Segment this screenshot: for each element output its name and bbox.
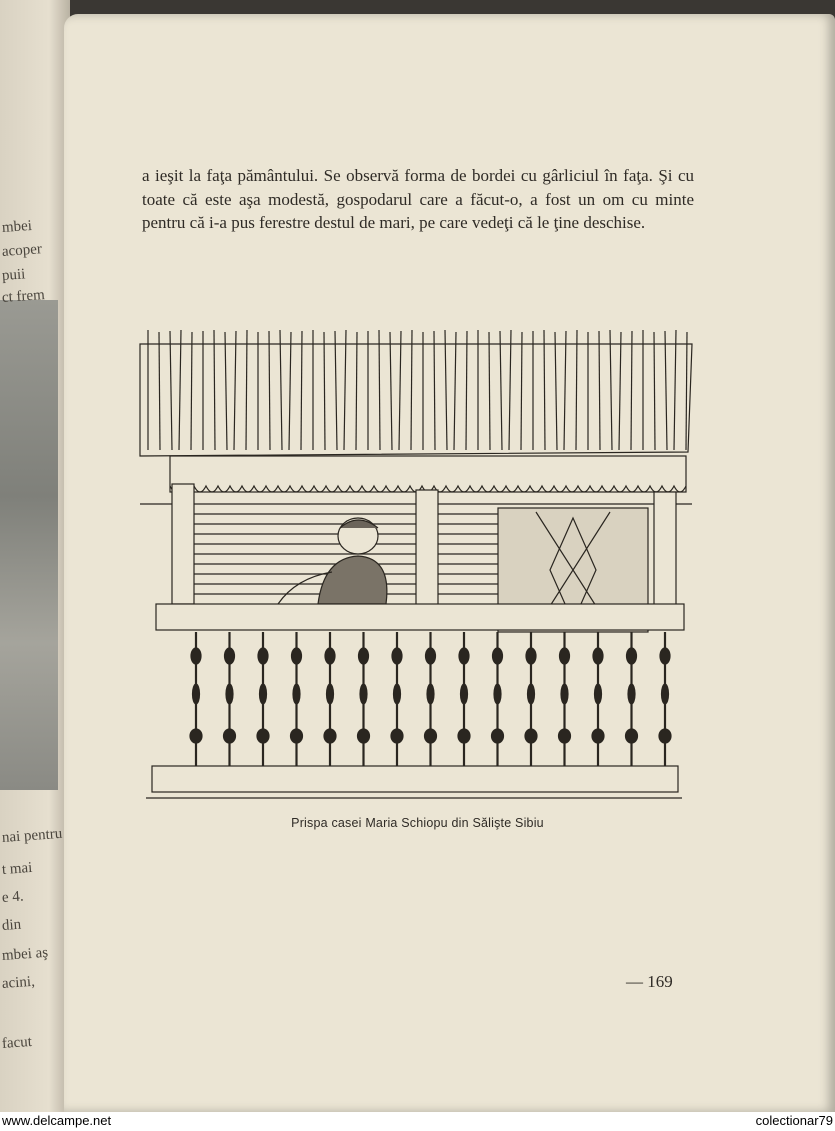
roof-stripe <box>610 330 612 450</box>
paragraph-line: faţa. Şi cu toate că este aşa modestă, gospodarul care a făcut-o, a <box>142 166 695 209</box>
left-page-text: facut <box>1 1033 33 1052</box>
porch-post <box>654 492 676 606</box>
baluster <box>659 632 671 766</box>
seated-figure <box>278 518 387 604</box>
roof-stripe <box>509 330 511 450</box>
baluster <box>492 632 504 766</box>
roof-stripe <box>599 331 600 450</box>
roof-stripe <box>344 330 346 450</box>
roof-stripe <box>500 331 502 450</box>
baluster <box>626 632 638 766</box>
left-page-text: puii <box>1 266 26 284</box>
porch-post <box>416 490 438 606</box>
roof-stripe <box>434 331 435 450</box>
left-page-text: mbei <box>1 217 33 236</box>
watermark-right: colectionar79 <box>755 1113 833 1128</box>
roof-stripe <box>544 330 545 450</box>
left-page-text: ct frem <box>1 287 46 306</box>
baluster <box>324 632 336 766</box>
baluster <box>358 632 370 766</box>
roof-stripe <box>445 330 447 450</box>
roof-stripe <box>686 332 687 450</box>
left-page-text: din <box>1 916 22 934</box>
page-number: — 169 <box>626 972 673 991</box>
baluster <box>592 632 604 766</box>
baluster <box>559 632 571 766</box>
balusters <box>190 632 671 766</box>
left-page-photo <box>0 300 58 790</box>
left-page-text: acoper <box>1 241 43 260</box>
roof-stripe <box>674 330 676 450</box>
roof-stripe <box>301 331 302 450</box>
left-page-text: e 4. <box>1 888 25 906</box>
rail-cap <box>156 604 684 630</box>
left-page-text: t mai <box>1 859 33 878</box>
roof-stripe <box>356 332 357 450</box>
roof-stripe <box>191 332 192 450</box>
roof-stripe <box>289 332 291 450</box>
baluster <box>458 632 470 766</box>
watermark-bar <box>0 1112 835 1131</box>
roof-stripe <box>379 330 380 450</box>
roof-stripe <box>225 332 227 450</box>
left-page-text: nai pentru <box>1 825 63 846</box>
baluster <box>190 632 202 766</box>
left-page-text: acini, <box>1 973 36 992</box>
watermark-left: www.delcampe.net <box>2 1113 112 1128</box>
paragraph-line: care vedeţi că le ţine deschise. <box>439 213 646 232</box>
roof-stripe <box>665 331 667 450</box>
paragraph-line: a ieşit la faţa pământului. Se observă forma de bordei cu gârliciul în <box>142 166 618 185</box>
roof-stripes <box>148 330 687 450</box>
roof-stripe <box>631 331 632 450</box>
roof-stripe <box>280 330 282 450</box>
roof-stripe <box>466 331 467 450</box>
roof-stripe <box>324 332 325 450</box>
roof-stripe <box>234 331 236 450</box>
roof-stripe <box>390 332 392 450</box>
left-page-text: mbei aş <box>1 944 49 964</box>
roof-stripe <box>170 331 172 450</box>
roof-stripe <box>411 330 412 450</box>
roof-eave <box>140 344 692 456</box>
roof-stripe <box>214 330 215 450</box>
roof-stripe <box>179 330 181 450</box>
body-paragraph <box>142 164 694 235</box>
roof-stripe <box>399 331 401 450</box>
baluster <box>525 632 537 766</box>
baluster <box>425 632 437 766</box>
roof-stripe <box>564 331 566 450</box>
roof-stripe <box>654 332 655 450</box>
porch-post <box>172 484 194 604</box>
roof-stripe <box>489 332 490 450</box>
roof-stripe <box>576 330 577 450</box>
baluster <box>391 632 403 766</box>
figure-caption: Prispa casei Maria Schiopu din Sălişte Sibiu <box>291 816 544 830</box>
roof-stripe <box>555 332 557 450</box>
roof-stripe <box>335 331 337 450</box>
valance <box>170 456 686 492</box>
roof-stripe <box>521 332 522 450</box>
paragraph-line: fost un om cu minte pentru că i-a pus ferestre destul de mari, pe <box>142 189 695 232</box>
baluster <box>257 632 269 766</box>
porch-illustration <box>136 322 696 810</box>
roof-stripe <box>454 332 456 450</box>
baluster <box>291 632 303 766</box>
roof-stripe <box>159 332 160 450</box>
left-page <box>0 0 70 1112</box>
roof-stripe <box>269 331 270 450</box>
baluster <box>224 632 236 766</box>
roof-stripe <box>246 330 247 450</box>
roof-stripe <box>619 332 621 450</box>
porch-sill <box>152 766 678 792</box>
